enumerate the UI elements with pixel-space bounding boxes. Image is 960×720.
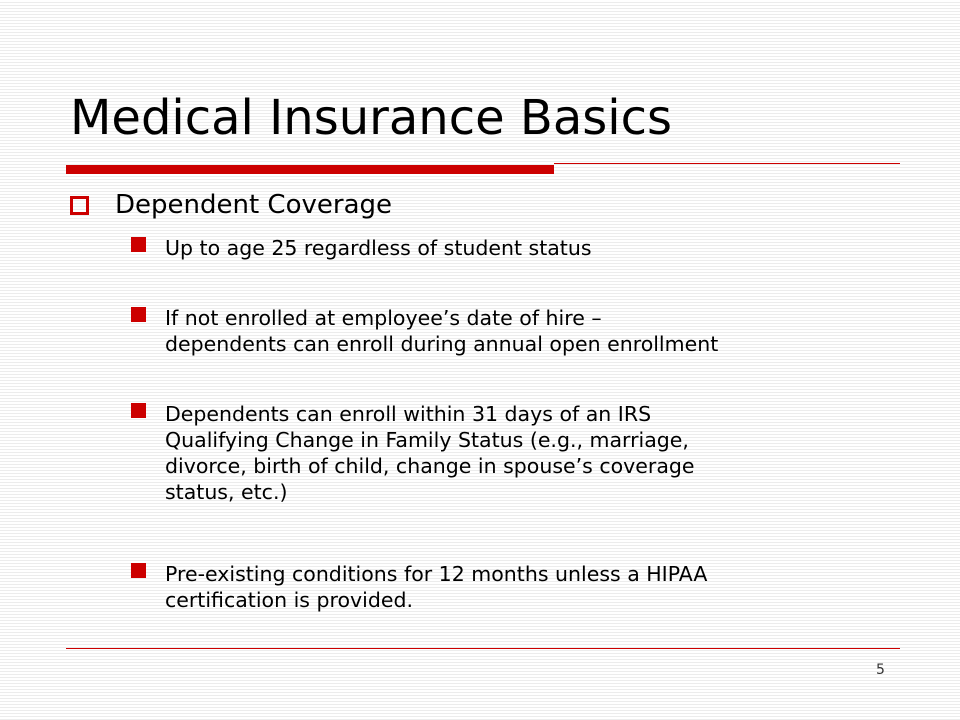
bullet-item-1: Up to age 25 regardless of student status	[165, 236, 592, 260]
section-heading: Dependent Coverage	[115, 190, 392, 220]
filled-square-icon	[131, 403, 146, 418]
title-underline-thick	[66, 165, 554, 174]
hollow-square-icon	[70, 196, 89, 215]
page-number: 5	[876, 662, 885, 678]
bullet-item-2: If not enrolled at employee’s date of hire – dependents can enroll during annual open enrollment	[165, 306, 719, 356]
footer-divider	[66, 648, 900, 649]
heading-row	[70, 190, 392, 220]
filled-square-icon	[131, 307, 146, 322]
bullet-item-4: Pre-existing conditions for 12 months unless a HIPAA certification is provided.	[165, 562, 708, 612]
slide-title: Medical Insurance Basics	[70, 90, 672, 146]
filled-square-icon	[131, 563, 146, 578]
filled-square-icon	[131, 237, 146, 252]
title-underline-thin	[554, 163, 900, 164]
bullet-item-3: Dependents can enroll within 31 days of an IRS Qualifying Change in Family Status (e.g., marriage, divorce, birth of child, change in spouse’s coverage status, etc.)	[165, 402, 695, 504]
